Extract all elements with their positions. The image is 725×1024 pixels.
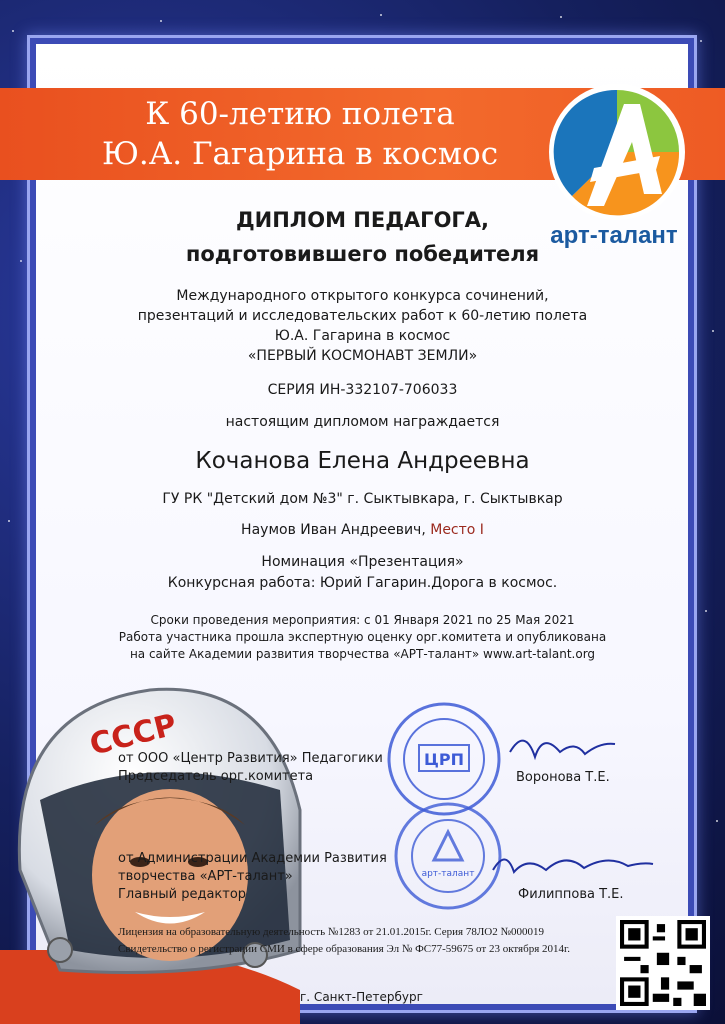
license-info bbox=[118, 924, 638, 958]
contest-work: Конкурсная работа: Юрий Гагарин.Дорога в космос. bbox=[167, 575, 558, 591]
signature-1 bbox=[505, 722, 620, 772]
contest-description bbox=[60, 286, 665, 366]
org2-line-2: творчества «АРТ-талант» bbox=[118, 869, 293, 884]
org1-line-1: от ООО «Центр Развития» Педагогики bbox=[118, 751, 383, 766]
series-number: СЕРИЯ ИН-332107-706033 bbox=[267, 382, 458, 398]
signature-block-2 bbox=[118, 850, 387, 904]
qr-code[interactable] bbox=[616, 916, 710, 1010]
student-line bbox=[60, 520, 665, 540]
org2-line-1: от Администрации Академии Развития bbox=[118, 851, 387, 866]
recipient-name: Кочанова Елена Андреевна bbox=[195, 448, 530, 474]
contest-line-4: «ПЕРВЫЙ КОСМОНАВТ ЗЕМЛИ» bbox=[247, 348, 478, 364]
place-badge: Место I bbox=[430, 522, 484, 538]
cosmonaut-illustration bbox=[0, 650, 420, 1024]
signer-2-name: Филиппова Т.Е. bbox=[518, 887, 624, 902]
awarded-text: настоящим дипломом награждается bbox=[225, 414, 500, 430]
contest-line-2: презентаций и исследовательских работ к 60-летию полета bbox=[137, 308, 588, 324]
helmet-lettering: СССР bbox=[86, 707, 181, 763]
signer-1-name: Воронова Т.Е. bbox=[516, 770, 610, 785]
org2-line-3: Главный редактор bbox=[118, 887, 247, 902]
stamp-1-center: ЦРП bbox=[424, 750, 464, 769]
org1-line-2: Председатель орг.комитета bbox=[118, 769, 314, 784]
nomination: Номинация «Презентация» bbox=[261, 554, 464, 570]
license-line-2: Свидетельство о регистрации СМИ в сфере образования Эл № ФС77-59675 от 23 октября 2014г. bbox=[118, 943, 571, 955]
diploma-title bbox=[60, 203, 665, 271]
banner-line-2: Ю.А. Гагарина в космос bbox=[101, 136, 499, 172]
title-line-2: подготовившего победителя bbox=[185, 242, 540, 266]
stamp-2-center: арт-талант bbox=[421, 869, 475, 879]
city-label: г. Санкт-Петербург bbox=[300, 990, 423, 1004]
banner-text bbox=[70, 94, 530, 174]
signature-block-1 bbox=[118, 750, 383, 786]
info-line-1: Сроки проведения мероприятия: с 01 Января 2021 по 25 Мая 2021 bbox=[150, 613, 575, 627]
license-line-1: Лицензия на образовательную деятельность №1283 от 21.01.2015г. Серия 78ЛО2 №000019 bbox=[118, 926, 544, 938]
organization: ГУ РК "Детский дом №3" г. Сыктывкара, г. Сыктывкар bbox=[162, 491, 563, 507]
student-name: Наумов Иван Андреевич, bbox=[241, 522, 426, 538]
info-line-2: Работа участника прошла экспертную оценку орг.комитета и опубликована bbox=[118, 630, 607, 644]
contest-line-1: Международного открытого конкурса сочинений, bbox=[176, 288, 549, 304]
contest-line-3: Ю.А. Гагарина в космос bbox=[274, 328, 451, 344]
info-line-3: на сайте Академии развития творчества «АРТ-талант» www.art-talant.org bbox=[129, 647, 596, 661]
title-line-1: ДИПЛОМ ПЕДАГОГА, bbox=[235, 208, 490, 232]
logo-wordmark: арт-талант bbox=[550, 222, 678, 249]
qr-code-icon bbox=[620, 920, 706, 1006]
banner-line-1: К 60-летию полета bbox=[145, 96, 455, 132]
signature-2 bbox=[488, 842, 658, 888]
